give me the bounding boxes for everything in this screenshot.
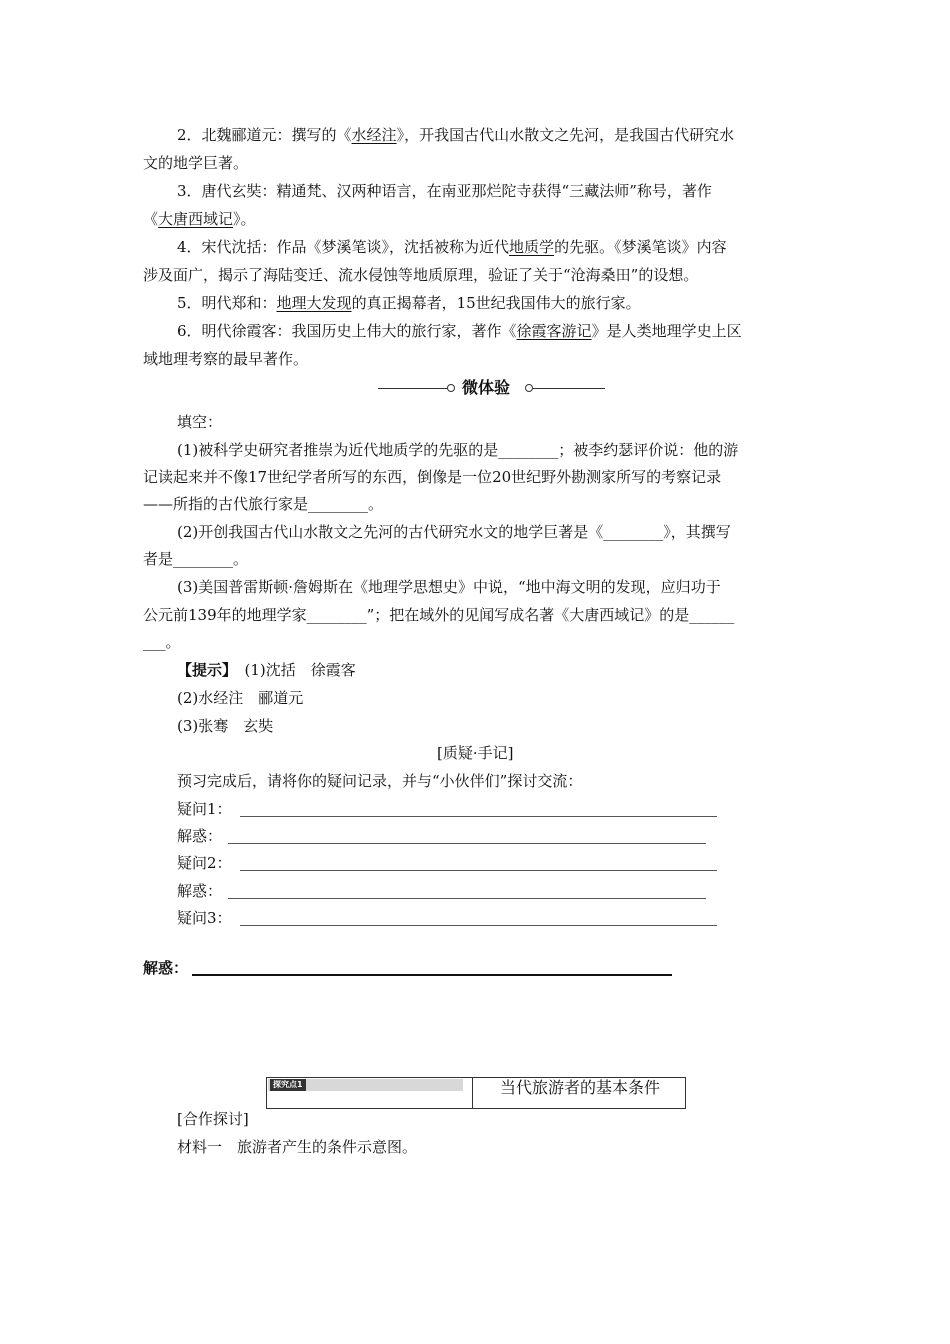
explore-divider [472, 1078, 473, 1108]
item-3-underlined: 大唐西域记 [158, 210, 234, 228]
doubt-2-input[interactable] [240, 870, 717, 871]
answer-1-label: 解惑： [177, 827, 223, 845]
answer-2-label: 解惑： [177, 882, 223, 900]
item-4-underlined: 地质学 [509, 238, 555, 256]
material-1: 材料一 旅游者产生的条件示意图。 [177, 1138, 418, 1156]
question-2-line2: 者是________。 [143, 550, 249, 568]
question-2-line1: (2)开创我国古代山水散文之先河的古代研究水文的地学巨著是《________》，其撰写 [177, 523, 731, 541]
heading-dot-left [447, 384, 455, 392]
fill-label: 填空： [177, 413, 223, 431]
item-2-underlined: 水经注 [351, 126, 397, 144]
item-3-line1: 3．唐代玄奘：精通梵、汉两种语言，在南亚那烂陀寺获得“三藏法师”称号，著作 [177, 182, 712, 200]
explore-title: 当代旅游者的基本条件 [500, 1078, 661, 1097]
hint-line2: (2)水经注 郦道元 [177, 689, 304, 707]
question-3-line3: ___。 [143, 633, 181, 651]
item-3-line2: 《大唐西域记》。 [143, 210, 256, 228]
question-1-line3: ——所指的古代旅行家是________。 [143, 495, 384, 513]
item-6-line2: 域地理考察的最早著作。 [143, 350, 309, 368]
doubt-3-input[interactable] [240, 925, 717, 926]
coop-label: [合作探讨] [177, 1110, 249, 1128]
question-3-line2: 公元前139年的地理学家________”；把在域外的见闻写成名著《大唐西域记》的是______ [143, 606, 735, 624]
micro-heading: 微体验 [462, 378, 511, 397]
heading-rule-right [533, 388, 605, 389]
answer-1-input[interactable] [228, 843, 706, 844]
question-1-line2: 记读起来并不像17世纪学者所写的东西，倒像是一位20世纪野外勘测家所写的考察记录 [143, 468, 722, 486]
hint-label: 【提示】 [177, 661, 230, 679]
item-6-underlined: 徐霞客游记 [516, 322, 592, 340]
item-5-line: 5．明代郑和：地理大发现的真正揭幕者，15世纪我国伟大的旅行家。 [177, 294, 641, 312]
item-4-line1: 4．宋代沈括：作品《梦溪笔谈》，沈括被称为近代地质学的先驱。《梦溪笔谈》内容 [177, 238, 727, 256]
item-2-line1: 2．北魏郦道元：撰写的《水经注》，开我国古代山水散文之先河，是我国古代研究水 [177, 126, 735, 144]
notes-intro: 预习完成后，请将你的疑问记录，并与“小伙伴们”探讨交流： [177, 772, 583, 790]
item-6-line1: 6．明代徐霞客：我国历史上伟大的旅行家，著作《徐霞客游记》是人类地理学史上区 [177, 322, 742, 340]
question-1-line1: (1)被科学史研究者推崇为近代地质学的先驱的是________；被李约瑟评价说：他的游 [177, 441, 739, 459]
item-5-underlined: 地理大发现 [276, 294, 352, 312]
doubt-2-label: 疑问2： [177, 854, 232, 872]
heading-dot-right [525, 384, 533, 392]
doubt-3-label: 疑问3： [177, 909, 232, 927]
notes-title: [质疑·手记] [437, 744, 514, 762]
answer-2-input[interactable] [228, 898, 706, 899]
hint-line3: (3)张骞 玄奘 [177, 717, 274, 735]
doubt-1-input[interactable] [240, 816, 717, 817]
answer-bold-input[interactable] [192, 974, 672, 976]
heading-rule-left [378, 388, 450, 389]
answer-bold-label: 解惑： [143, 959, 189, 977]
item-4-line2: 涉及面广，揭示了海陆变迁、流水侵蚀等地质原理，验证了关于“沧海桑田”的设想。 [143, 266, 699, 284]
question-3-line1: (3)美国普雷斯顿·詹姆斯在《地理学思想史》中说，“地中海文明的发现，应归功于 [177, 578, 721, 596]
doubt-1-label: 疑问1： [177, 800, 232, 818]
item-2-line2: 文的地学巨著。 [143, 154, 249, 172]
hint-line1: 【提示】 (1)沈括 徐霞客 [177, 661, 356, 679]
explore-tag: 探究点1 [270, 1079, 306, 1091]
